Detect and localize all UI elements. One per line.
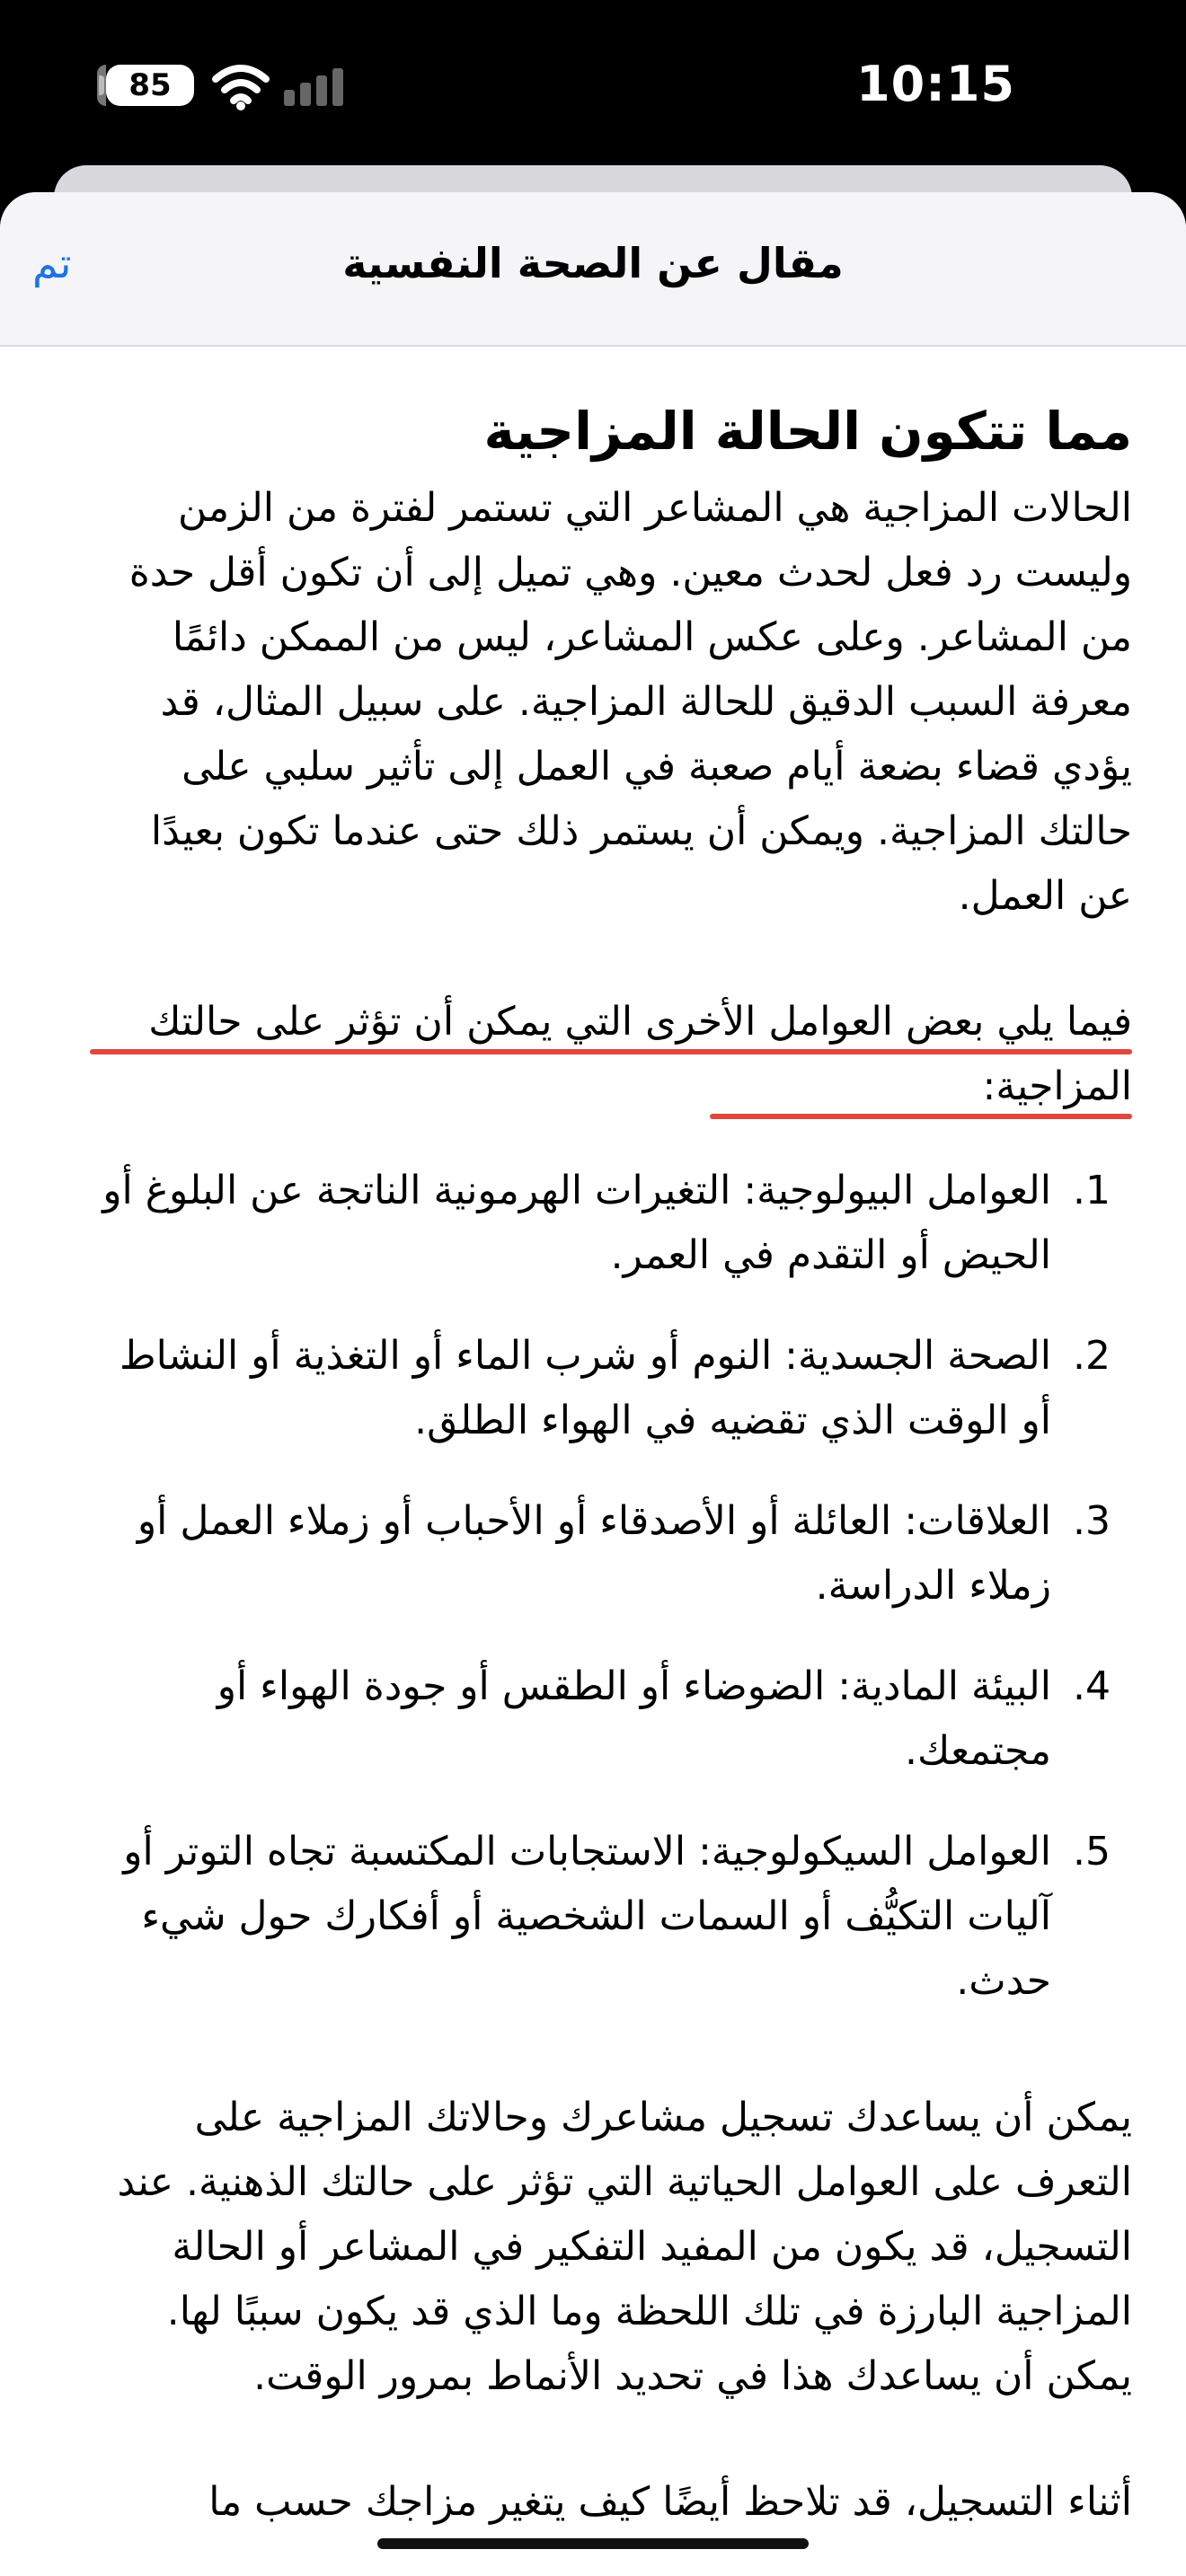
article-paragraph-1: الحالات المزاجية هي المشاعر التي تستمر لفترة من الزمن وليست رد فعل لحدث معين. وهي تميل إلى أن تكون أقل حدة من المشاعر. وعلى عكس المشاعر، ليس من الممكن دائمًا معرفة السبب الدقيق للحالة المزاجية. على سبيل المثال، قد يؤدي قضاء بضعة أيام صعبة في العمل إلى تأثير سلبي على حالتك المزاجية. ويمكن أن يستمر ذلك حتى عندما تكون بعيدًا عن العمل. [128,485,1132,919]
list-item: 5. العوامل السيكولوجية: الاستجابات المكتسبة تجاه التوتر أو آليات التكيُّف أو السمات الشخصية أو أفكارك حول شيء حدث. [90,1820,1060,2014]
status-bar [0,0,1186,171]
list-item: 3. العلاقات: العائلة أو الأصدقاء أو الأحباب أو زملاء العمل أو زملاء الدراسة. [90,1489,1060,1619]
article-sheet[interactable] [0,192,1186,2576]
list-intro-text: فيما يلي بعض العوامل الأخرى التي يمكن أن تؤثر على حالتك المزاجية: [148,999,1132,1109]
status-time: 10:15 [856,56,1015,112]
article-content[interactable] [90,392,1132,2535]
list-intro-block [90,990,1132,1119]
list-item: 2. الصحة الجسدية: النوم أو شرب الماء أو التغذية أو النشاط أو الوقت الذي تقضيه في الهواء الطلق. [90,1324,1060,1453]
battery-icon [106,65,194,106]
done-button[interactable]: تم [32,239,72,287]
highlight-underline [90,1049,1132,1054]
nav-title: مقال عن الصحة النفسية [342,239,844,287]
battery-cap [99,75,104,95]
article-paragraph-2: يمكن أن يساعدك تسجيل مشاعرك وحالاتك المزاجية على التعرف على العوامل الحياتية التي تؤثر على حالتك الذهنية. عند التسجيل، قد يكون من المفيد التفكير في المشاعر أو الحالة المزاجية البارزة في تلك اللحظة وما الذي قد يكون سببًا لها. يمكن أن يساعدك هذا في تحديد الأنماط بمرور الوقت. [117,2095,1132,2399]
factors-list [90,1159,1132,2014]
home-indicator[interactable] [377,2538,809,2549]
list-item: 1. العوامل البيولوجية: التغيرات الهرمونية الناتجة عن البلوغ أو الحيض أو التقدم في العمر. [90,1159,1060,1288]
wifi-icon [212,61,270,111]
navbar [0,192,1186,347]
battery-level: 85 [128,67,172,103]
cellular-signal-icon [282,66,347,108]
article-paragraph-3: أثناء التسجيل، قد تلاحظ أيضًا كيف يتغير مزاجك حسب ما [208,2479,1132,2525]
list-item: 4. البيئة المادية: الضوضاء أو الطقس أو جودة الهواء أو مجتمعك. [90,1654,1060,1784]
highlight-underline [710,1114,1132,1119]
article-heading: مما تتكون الحالة المزاجية [483,401,1132,462]
